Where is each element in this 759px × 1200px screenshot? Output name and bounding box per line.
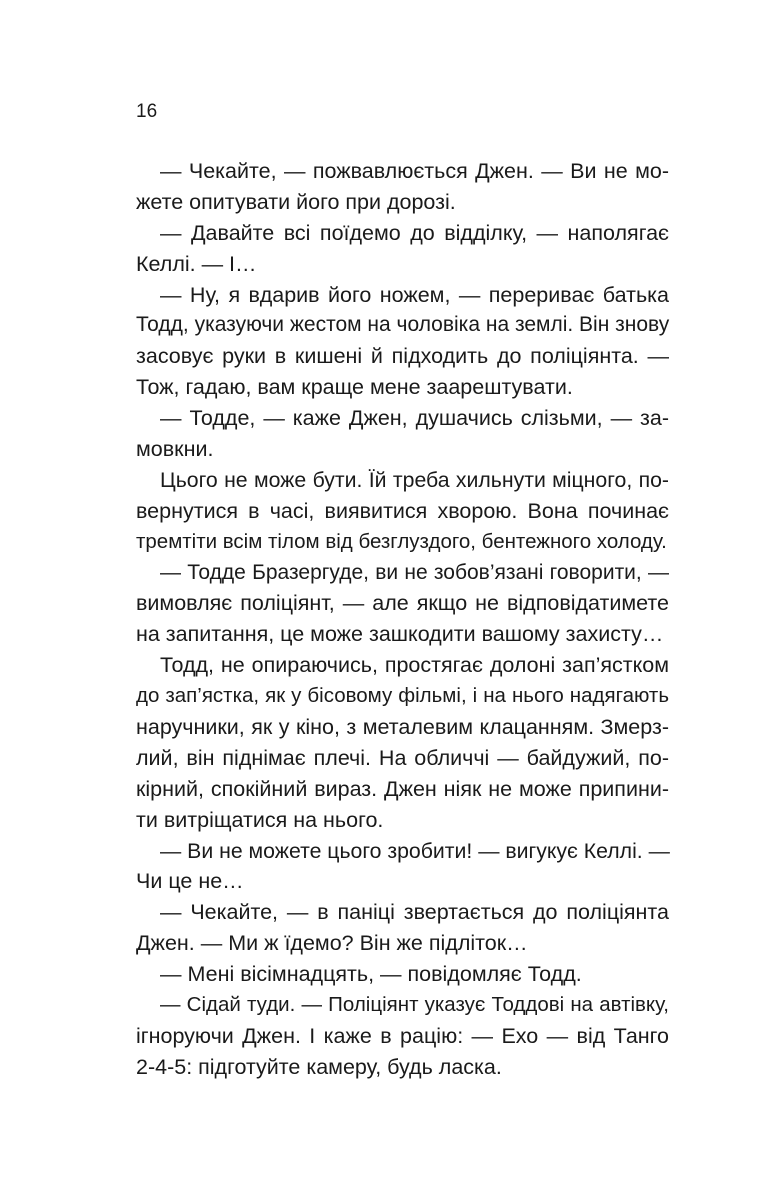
text-line: ігноруючи Джен. І каже в рацію: — Ехо — від Танго bbox=[136, 1023, 669, 1048]
text-line: Келлі. — І… bbox=[136, 251, 257, 276]
text-line: вимовляє поліціянт, — але якщо не відповідатимете bbox=[136, 591, 669, 616]
text-line: — Тодде, — каже Джен, душачись слізьми, — за- bbox=[160, 406, 669, 431]
text-line: Чи це не… bbox=[136, 869, 244, 894]
text-line: — Чекайте, — пожвавлюється Джен. — Ви не мо- bbox=[160, 159, 669, 183]
text-line: наручники, як у кіно, з металевим клацанням. Змерз- bbox=[136, 715, 669, 740]
text-line: до зап’ястка, як у бісовому фільмі, і на нього надягають bbox=[136, 684, 669, 708]
text-line: Цього не може бути. Їй треба хильнути міцного, по- bbox=[160, 467, 669, 492]
text-line: — Сідай туди. — Поліціянт указує Тоддові на автівку, bbox=[160, 993, 669, 1017]
text-line: — Чекайте, — в паніці звертається до поліціянта bbox=[160, 900, 669, 925]
text-line: Джен. — Ми ж їдемо? Він же підліток… bbox=[136, 931, 528, 956]
body-text bbox=[136, 156, 669, 1083]
text-line: — Тодде Бразергуде, ви не зобов’язані говорити, — bbox=[160, 560, 669, 584]
text-line: ти витріщатися на нього. bbox=[136, 807, 384, 832]
text-line: — Мені вісімнадцять, — повідомляє Тодд. bbox=[160, 962, 582, 987]
text-line: засовує руки в кишені й підходить до поліціянта. — bbox=[136, 344, 669, 369]
text-line: тремтіти всім тілом від безглуздого, бентежного холоду. bbox=[136, 529, 667, 553]
text-line: вернутися в часі, виявитися хворою. Вона починає bbox=[136, 498, 669, 523]
page-number: 16 bbox=[136, 101, 158, 122]
text-line: на запитання, це може зашкодити вашому захисту… bbox=[136, 622, 664, 647]
text-line: жете опитувати його при дорозі. bbox=[136, 189, 456, 214]
text-line: мовкни. bbox=[136, 437, 214, 462]
text-line: Тодд, не опираючись, простягає долоні зап’ястком bbox=[160, 653, 669, 678]
text-line: кірний, спокійний вираз. Джен ніяк не може припини- bbox=[136, 776, 669, 801]
text-line: Тож, гадаю, вам краще мене заарештувати. bbox=[136, 375, 573, 400]
text-line: — Давайте всі поїдемо до відділку, — наполягає bbox=[160, 220, 669, 245]
text-line: лий, він піднімає плечі. На обличчі — байдужий, по- bbox=[136, 745, 669, 770]
text-line: — Ну, я вдарив його ножем, — перериває батька bbox=[160, 282, 669, 307]
text-line: — Ви не можете цього зробити! — вигукує Келлі. — bbox=[160, 838, 670, 863]
text-line: 2-4-5: підготуйте камеру, будь ласка. bbox=[136, 1054, 502, 1079]
text-line: Тодд, указуючи жестом на чоловіка на землі. Він знову bbox=[136, 313, 670, 337]
